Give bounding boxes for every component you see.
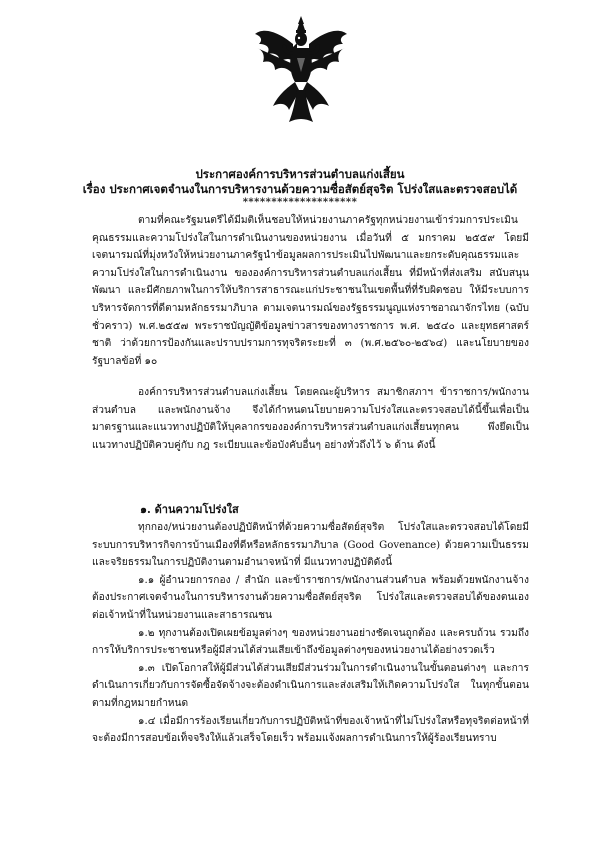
section-item-1-2: ๑.๒ ทุกงานต้องเปิดเผยข้อมูลต่างๆ ของหน่วยงานอย่างชัดเจนถูกต้อง และครบถ้วน รวมถึงการให้บริการประชาชนหรือผู้มีส่วนได้ส่วนเสียเข้าถึงข้อมูลต่างๆของหน่วยงานได้อย่างรวดเร็ว [92,627,529,657]
section-intro: ทุกกอง/หน่วยงานต้องปฏิบัติหน้าที่ด้วยความซื่อสัตย์สุจริต โปร่งใสและตรวจสอบได้โดยมีระบบการบริหารกิจการบ้านเมืองที่ดีหรือหลักธรรมาภิบาล (Good Govenance) ด้วยความเป็นธรรมและจริยธรรมในการปฏิบัติงานตามอำนาจหน้าที่ มีแนวทางปฏิบัติดังนี้ [92,522,529,569]
section-heading-transparency: ๑. ด้านความโปร่งใส [140,503,239,516]
paragraph-text: ตามที่คณะรัฐมนตรีได้มีมติเห็นชอบให้หน่วยงานภาครัฐทุกหน่วยงานเข้าร่วมการประเมินคุณธรรมและความโปร่งใสในการดำเนินงานของหน่วยงาน เมื่อวันที่ ๕ มกราคม ๒๕๕๙ โดยมีเจตนารมณ์ที่มุ่งหวังให้หน่วยงานภาครัฐนำข้อมูลผลการประเมินไปพัฒนาและยกระดับคุณธรรมและความโปร่งใสในการดำเนินงาน ขององค์การบริหารส่วนตำบลแก่งเสี้ยน ที่มีหน้าที่ส่งเสริม สนับสนุน พัฒนา และมีศักยภาพในการให้บริการสาธารณะแก่ประชาชนในเขตพื้นที่ที่รับผิดชอบ ให้มีระบบการบริหารจัดการที่ดีตามหลักธรรมาภิบาล ตามเจตนารมณ์ของรัฐธรรมนูญแห่งราชอาณาจักรไทย (ฉบับชั่วคราว) พ.ศ.๒๕๕๗ พระราชบัญญัติข้อมูลข่าวสารของทางราชการ พ.ศ. ๒๕๔๐ และยุทธศาสตร์ชาติ ว่าด้วยการป้องกันและปราบปรามการทุจริตระยะที่ ๓ (พ.ศ.๒๕๖๐-๒๕๖๔) และนโยบายของรัฐบาลข้อที่ ๑๐ [92,215,529,367]
intro-paragraph-1 [92,212,529,370]
garuda-emblem-icon [253,14,349,124]
section-item-1-1: ๑.๑ ผู้อำนวยการกอง / สำนัก และข้าราชการ/พนักงานส่วนตำบล พร้อมด้วยพนักงานจ้าง ต้องประกาศเจตจำนงในการบริหารงานด้วยความซื่อสัตย์สุจริต โปร่งใสและตรวจสอบได้ของตนเองต่อเจ้าหน้าที่ในหน่วยงานและสาธารณชน [92,574,529,621]
section-item-1-3: ๑.๓ เปิดโอกาสให้ผู้มีส่วนได้ส่วนเสียมีส่วนร่วมในการดำเนินงานในขั้นตอนต่างๆ และการดำเนินการเกี่ยวกับการจัดซื้อจัดจ้างจะต้องดำเนินการและส่งเสริมให้เกิดความโปร่งใส ในทุกขั้นตอนตามที่กฎหมายกำหนด [92,662,529,709]
section-item-1-4: ๑.๔ เมื่อมีการร้องเรียนเกี่ยวกับการปฏิบัติหน้าที่ของเจ้าหน้าที่ไม่โปร่งใสหรือทุจริตต่อหน้าที่จะต้องมีการสอบข้อเท็จจริงให้แล้วเสร็จโดยเร็ว พร้อมแจ้งผลการดำเนินการให้ผู้ร้องเรียนทราบ [92,715,529,745]
document-subject: เรื่อง ประกาศเจตจำนงในการบริหารงานด้วยความซื่อสัตย์สุจริต โปร่งใสและตรวจสอบได้ [82,182,518,196]
title-divider: ******************** [242,197,358,208]
section-1-body [92,519,529,748]
paragraph-text: องค์การบริหารส่วนตำบลแก่งเสี้ยน โดยคณะผู้บริหาร สมาชิกสภาฯ ข้าราชการ/พนักงานส่วนตำบล และพนักงานจ้าง จึงได้กำหนดนโยบายความโปร่งใสและตรวจสอบได้นี้ขึ้นเพื่อเป็นมาตรฐานและแนวทางปฏิบัติให้บุคลากรขององค์การบริหารส่วนตำบลแก่งเสี้ยนทุกคน พึงยึดเป็นแนวทางปฏิบัติควบคู่กับ กฎ ระเบียบและข้อบังคับอื่นๆ อย่างทั่วถึงไว้ ๖ ด้าน ดังนี้ [92,387,529,451]
intro-paragraph-2 [92,384,529,454]
document-title: ประกาศองค์การบริหารส่วนตำบลแก่งเสี้ยน [195,167,405,181]
